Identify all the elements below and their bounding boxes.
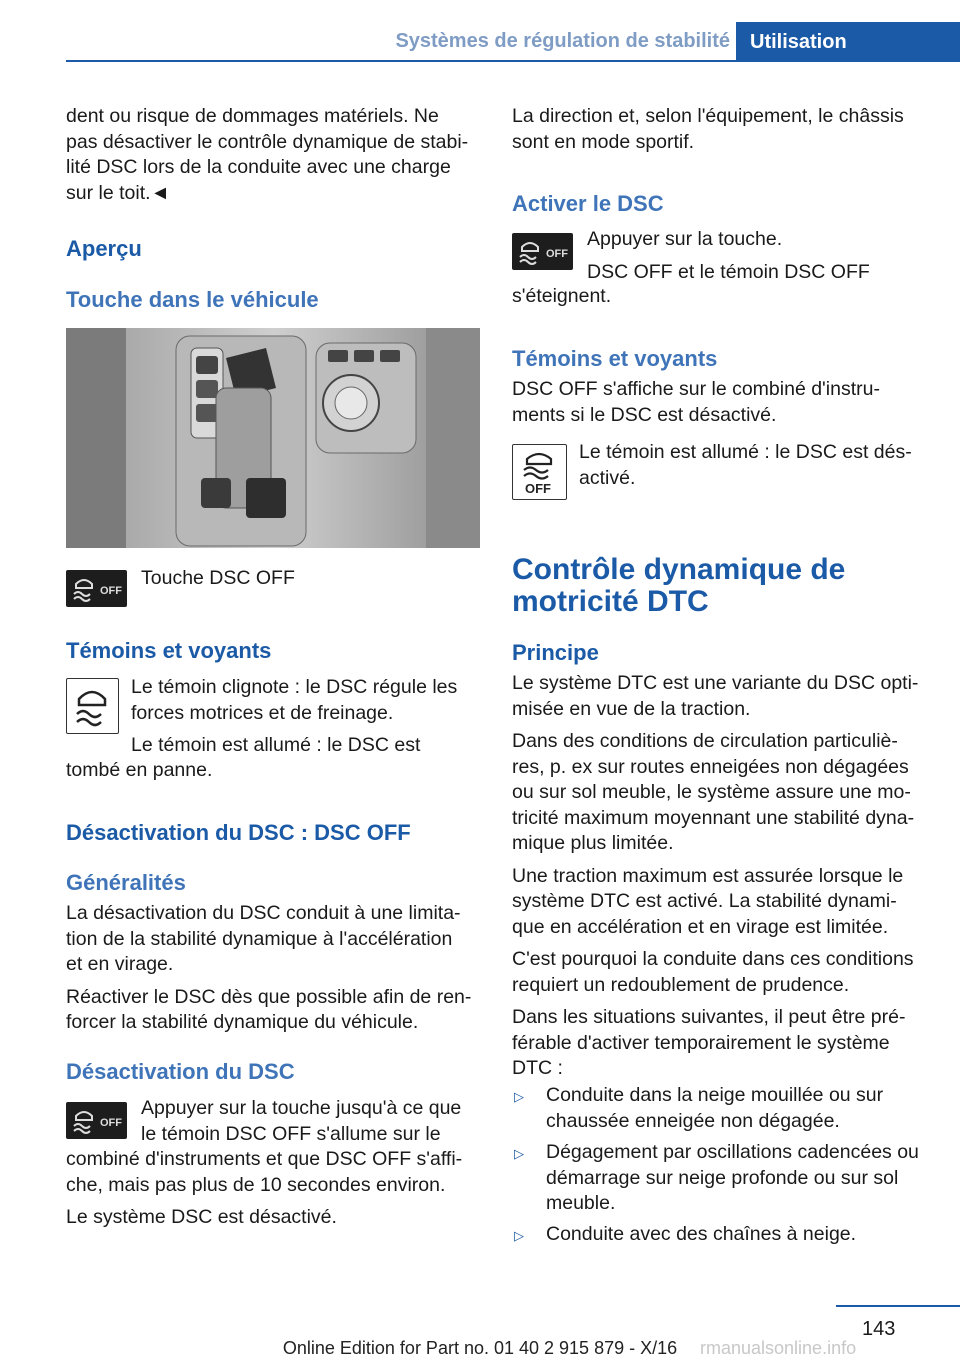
bullet-triangle-icon: ▷ — [514, 1089, 524, 1104]
heading-desactivation-dsc-off: Désactivation du DSC : DSC OFF — [66, 820, 411, 845]
text-line: dent ou risque de dommages matériels. Ne — [66, 105, 439, 127]
heading-line: motricité DTC — [512, 585, 709, 618]
heading-dtc — [512, 554, 845, 618]
temoins-right-paragraph — [512, 377, 880, 428]
text-line: tion de la stabilité dynamique à l'accélération — [66, 927, 453, 950]
text-line: Dégagement par oscillations cadencées ou — [546, 1141, 919, 1163]
list-item — [546, 1140, 919, 1217]
text-line: meuble. — [546, 1192, 616, 1214]
text-line: che, mais pas plus de 10 secondes environ. — [66, 1173, 446, 1196]
heading-touche-vehicule: Touche dans le véhicule — [66, 287, 319, 312]
text-line: lité DSC lors de la conduite avec une charge — [66, 156, 451, 178]
temoins-paragraph-indented — [131, 675, 457, 759]
text-line: Le témoin clignote : le DSC régule les — [131, 676, 458, 698]
text-line: Le système DSC est désactivé. — [66, 1206, 337, 1228]
temoins-paragraph-tail: tombé en panne. — [66, 759, 213, 781]
dsc-off-icon — [66, 1102, 127, 1139]
text-line: DSC OFF et le témoin DSC OFF — [587, 260, 870, 283]
text-line: sur le toit.◄ — [66, 181, 170, 204]
text-line: Appuyer sur la touche. — [587, 228, 783, 250]
heading-desactivation-du-dsc: Désactivation du DSC — [66, 1059, 295, 1084]
text-line: ments si le DSC est désactivé. — [512, 403, 777, 426]
text-line: C'est pourquoi la conduite dans ces conditions — [512, 948, 914, 970]
text-line: système DTC est activé. La stabilité dynami- — [512, 890, 897, 912]
text-line: Le témoin est allumé : le DSC est dés- — [579, 441, 912, 463]
generalites-paragraph — [66, 901, 471, 1036]
text-line: Conduite avec des chaînes à neige. — [546, 1223, 857, 1245]
text-line: La direction et, selon l'équipement, le châssis — [512, 105, 904, 127]
page-number: 143 — [862, 1318, 896, 1340]
svg-text:OFF: OFF — [100, 585, 122, 597]
header-chapter-tab: Utilisation — [736, 22, 960, 61]
header-rule — [66, 60, 960, 62]
desactivation-paragraph-indented — [141, 1096, 461, 1147]
caption-touche-dsc-off: Touche DSC OFF — [141, 567, 295, 589]
activer-paragraph-tail: s'éteignent. — [512, 285, 612, 307]
text-line: Le système DTC est une variante du DSC opti- — [512, 672, 919, 694]
principe-paragraph — [512, 671, 918, 1082]
text-line: férable d'activer temporairement le système — [512, 1031, 890, 1054]
text-line: Le témoin est allumé : le DSC est — [131, 734, 421, 756]
text-line: tricité maximum moyennant une stabilité dyna- — [512, 806, 915, 829]
footer-edition: Online Edition for Part no. 01 40 2 915 879 - X/16 — [282, 1338, 678, 1358]
text-line: requiert un redoublement de prudence. — [512, 973, 850, 996]
text-line: Appuyer sur la touche jusqu'à ce que — [141, 1097, 462, 1119]
text-line: Réactiver le DSC dès que possible afin de ren- — [66, 985, 472, 1008]
desactivation-paragraph-tail — [66, 1147, 462, 1231]
dsc-skid-warning-icon — [66, 678, 119, 734]
text-line: DTC : — [512, 1057, 563, 1079]
text-line: que en accélération et en virage est limitée. — [512, 915, 889, 938]
svg-text:OFF: OFF — [525, 481, 551, 496]
watermark: rmanualsonline.info — [700, 1338, 857, 1358]
text-line: Une traction maximum est assurée lorsque le — [512, 864, 904, 887]
text-line: forcer la stabilité dynamique du véhicule. — [66, 1011, 419, 1033]
text-line: La désactivation du DSC conduit à une limita- — [66, 902, 461, 924]
text-line: misée en vue de la traction. — [512, 697, 751, 720]
heading-activer-dsc: Activer le DSC — [512, 191, 664, 216]
bullet-triangle-icon: ▷ — [514, 1228, 524, 1243]
text-line: chaussée enneigée non dégagée. — [546, 1109, 840, 1132]
temoins-right-indented — [579, 440, 912, 491]
heading-temoins-left: Témoins et voyants — [66, 638, 272, 663]
text-line: Dans des conditions de circulation particuliè- — [512, 730, 898, 752]
text-line: forces motrices et de freinage. — [131, 701, 394, 724]
text-line: sont en mode sportif. — [512, 130, 695, 153]
console-photo — [66, 328, 480, 548]
footer-rule — [836, 1305, 960, 1307]
text-line: DSC OFF s'affiche sur le combiné d'instru- — [512, 378, 880, 400]
dsc-off-icon — [512, 233, 573, 270]
text-line: démarrage sur neige profonde ou sur sol — [546, 1166, 899, 1189]
bullet-triangle-icon: ▷ — [514, 1146, 524, 1161]
text-line: combiné d'instruments et que DSC OFF s'affi- — [66, 1148, 463, 1170]
list-item — [546, 1222, 856, 1248]
console-illustration — [66, 328, 480, 548]
text-line: Conduite dans la neige mouillée ou sur — [546, 1084, 884, 1106]
header-section-title: Systèmes de régulation de stabilité — [395, 30, 730, 52]
heading-generalites: Généralités — [66, 870, 186, 895]
dsc-off-warning-icon — [512, 444, 567, 500]
heading-line: Contrôle dynamique de — [512, 553, 846, 586]
svg-text:OFF: OFF — [100, 1117, 122, 1129]
text-line: le témoin DSC OFF s'allume sur le — [141, 1122, 441, 1145]
text-line: et en virage. — [66, 953, 174, 975]
text-line: res, p. ex sur routes enneigées non dégagées — [512, 755, 909, 778]
activer-paragraph-indented — [587, 227, 870, 285]
text-line: Dans les situations suivantes, il peut être pré- — [512, 1006, 906, 1028]
dsc-off-icon — [66, 570, 127, 607]
text-line: ou sur sol meuble, le système assure une mo- — [512, 781, 911, 803]
svg-text:OFF: OFF — [546, 248, 568, 260]
text-line: activé. — [579, 466, 636, 489]
intro-paragraph — [66, 104, 468, 206]
text-line: mique plus limitée. — [512, 832, 674, 854]
heading-principe: Principe — [512, 640, 599, 665]
list-item — [546, 1083, 883, 1134]
heading-apercu: Aperçu — [66, 236, 142, 261]
heading-temoins-right: Témoins et voyants — [512, 346, 718, 371]
right-intro-paragraph — [512, 104, 904, 155]
text-line: pas désactiver le contrôle dynamique de stabi- — [66, 130, 469, 153]
